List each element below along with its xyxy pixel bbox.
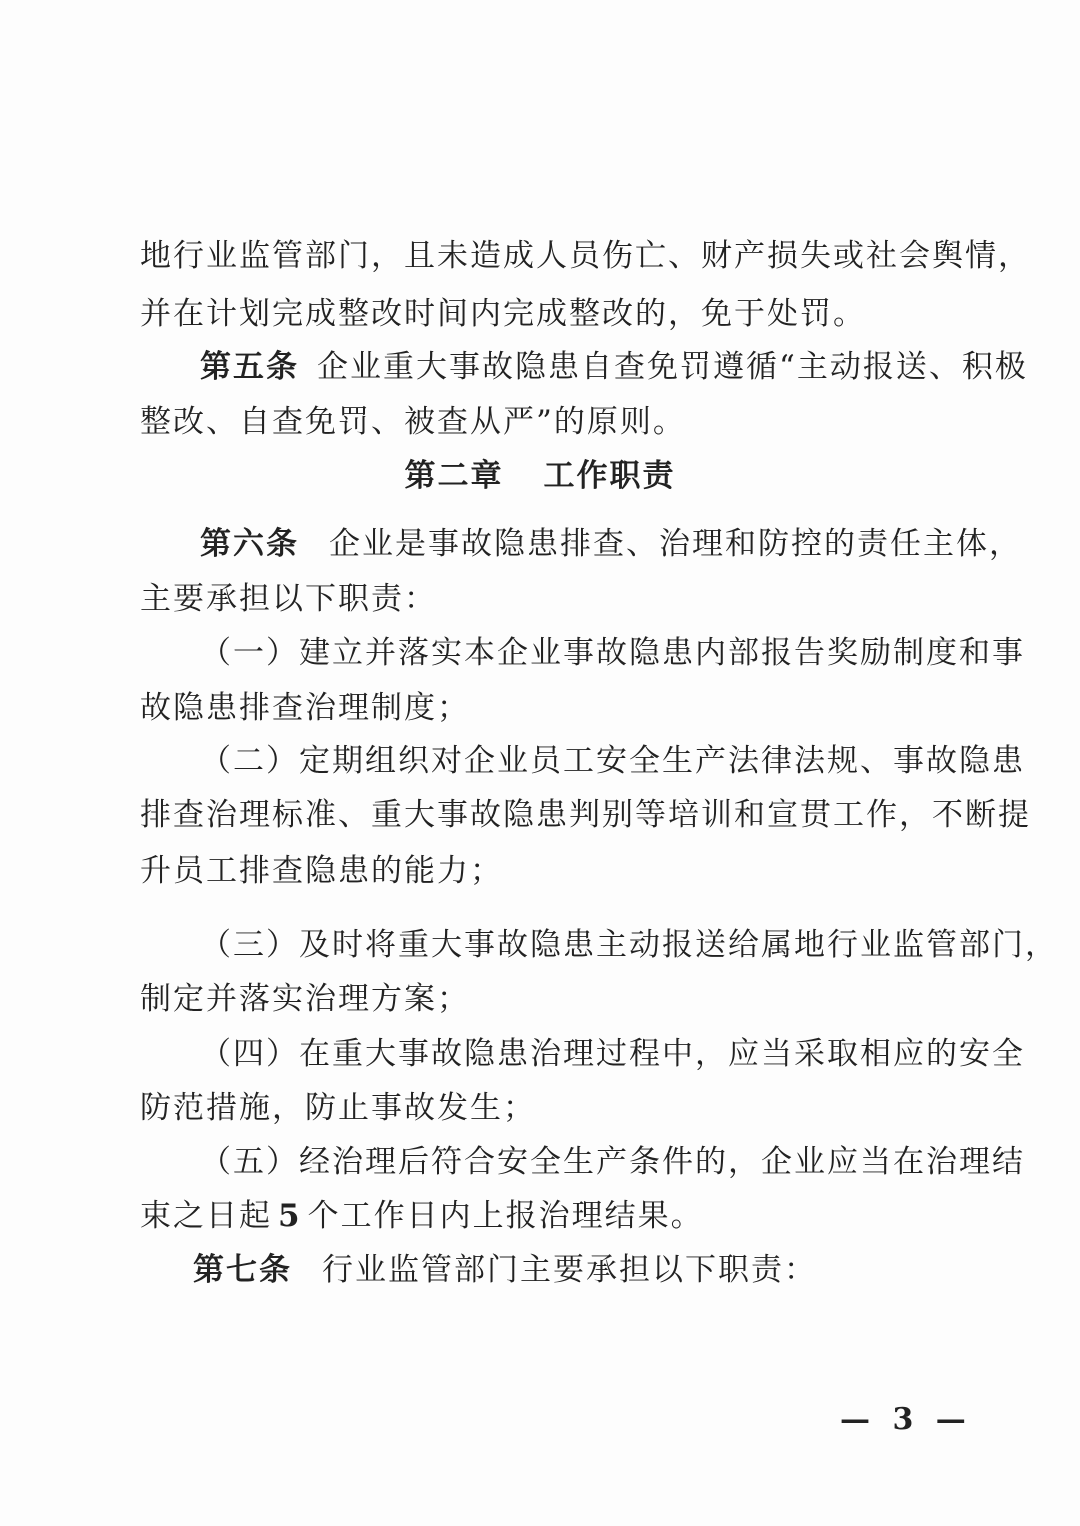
article-7-text: 行业监管部门主要承担以下职责： (322, 1252, 817, 1288)
list-item-4-cont: 防范措施，防止事故发生； (140, 1090, 536, 1126)
list-item-2: （二）定期组织对企业员工安全生产法律法规、事故隐患 (200, 743, 1025, 779)
list-item-5-text-post: 个工作日内上报治理结果。 (307, 1198, 704, 1234)
list-item-1: （一）建立并落实本企业事故隐患内部报告奖励制度和事 (200, 635, 1025, 671)
article-5-text: 企业重大事故隐患自查免罚遵循“主动报送、积极 (317, 349, 1028, 385)
list-item-2-cont: 排查治理标准、重大事故隐患判别等培训和宣贯工作，不断提 (140, 797, 1031, 833)
article-7-line (193, 1250, 933, 1290)
article-6-text: 企业是事故隐患排查、治理和防控的责任主体， (329, 526, 1022, 562)
paragraph-line: 地行业监管部门，且未造成人员伤亡、财产损失或社会舆情， (140, 238, 1031, 274)
list-item-5-cont (140, 1196, 940, 1236)
article-5-line (200, 347, 1028, 387)
chapter-title: 工作职责 (543, 458, 676, 494)
article-5-label: 第五条 (200, 349, 299, 385)
article-6-line (200, 524, 1022, 564)
article-6-label: 第六条 (200, 526, 299, 562)
paragraph-line: 主要承担以下职责： (140, 581, 437, 617)
list-item-3: （三）及时将重大事故隐患主动报送给属地行业监管部门， (200, 927, 1058, 963)
days-number: 5 (278, 1198, 302, 1234)
list-item-5-text-pre: 束之日起 (140, 1198, 272, 1234)
paragraph-line: 整改、自查免罚、被查从严”的原则。 (140, 404, 686, 440)
list-item-1-cont: 故隐患排查治理制度； (140, 690, 470, 726)
chapter-heading (0, 456, 1080, 496)
page-number: — 3 — (840, 1402, 972, 1437)
article-7-label: 第七条 (193, 1252, 292, 1288)
list-item-3-cont: 制定并落实治理方案； (140, 981, 470, 1017)
list-item-4: （四）在重大事故隐患治理过程中，应当采取相应的安全 (200, 1036, 1025, 1072)
paragraph-line: 并在计划完成整改时间内完成整改的，免于处罚。 (140, 296, 866, 332)
list-item-5: （五）经治理后符合安全生产条件的，企业应当在治理结 (200, 1144, 1025, 1180)
chapter-number: 第二章 (404, 458, 504, 494)
list-item-2-cont: 升员工排查隐患的能力； (140, 853, 503, 889)
